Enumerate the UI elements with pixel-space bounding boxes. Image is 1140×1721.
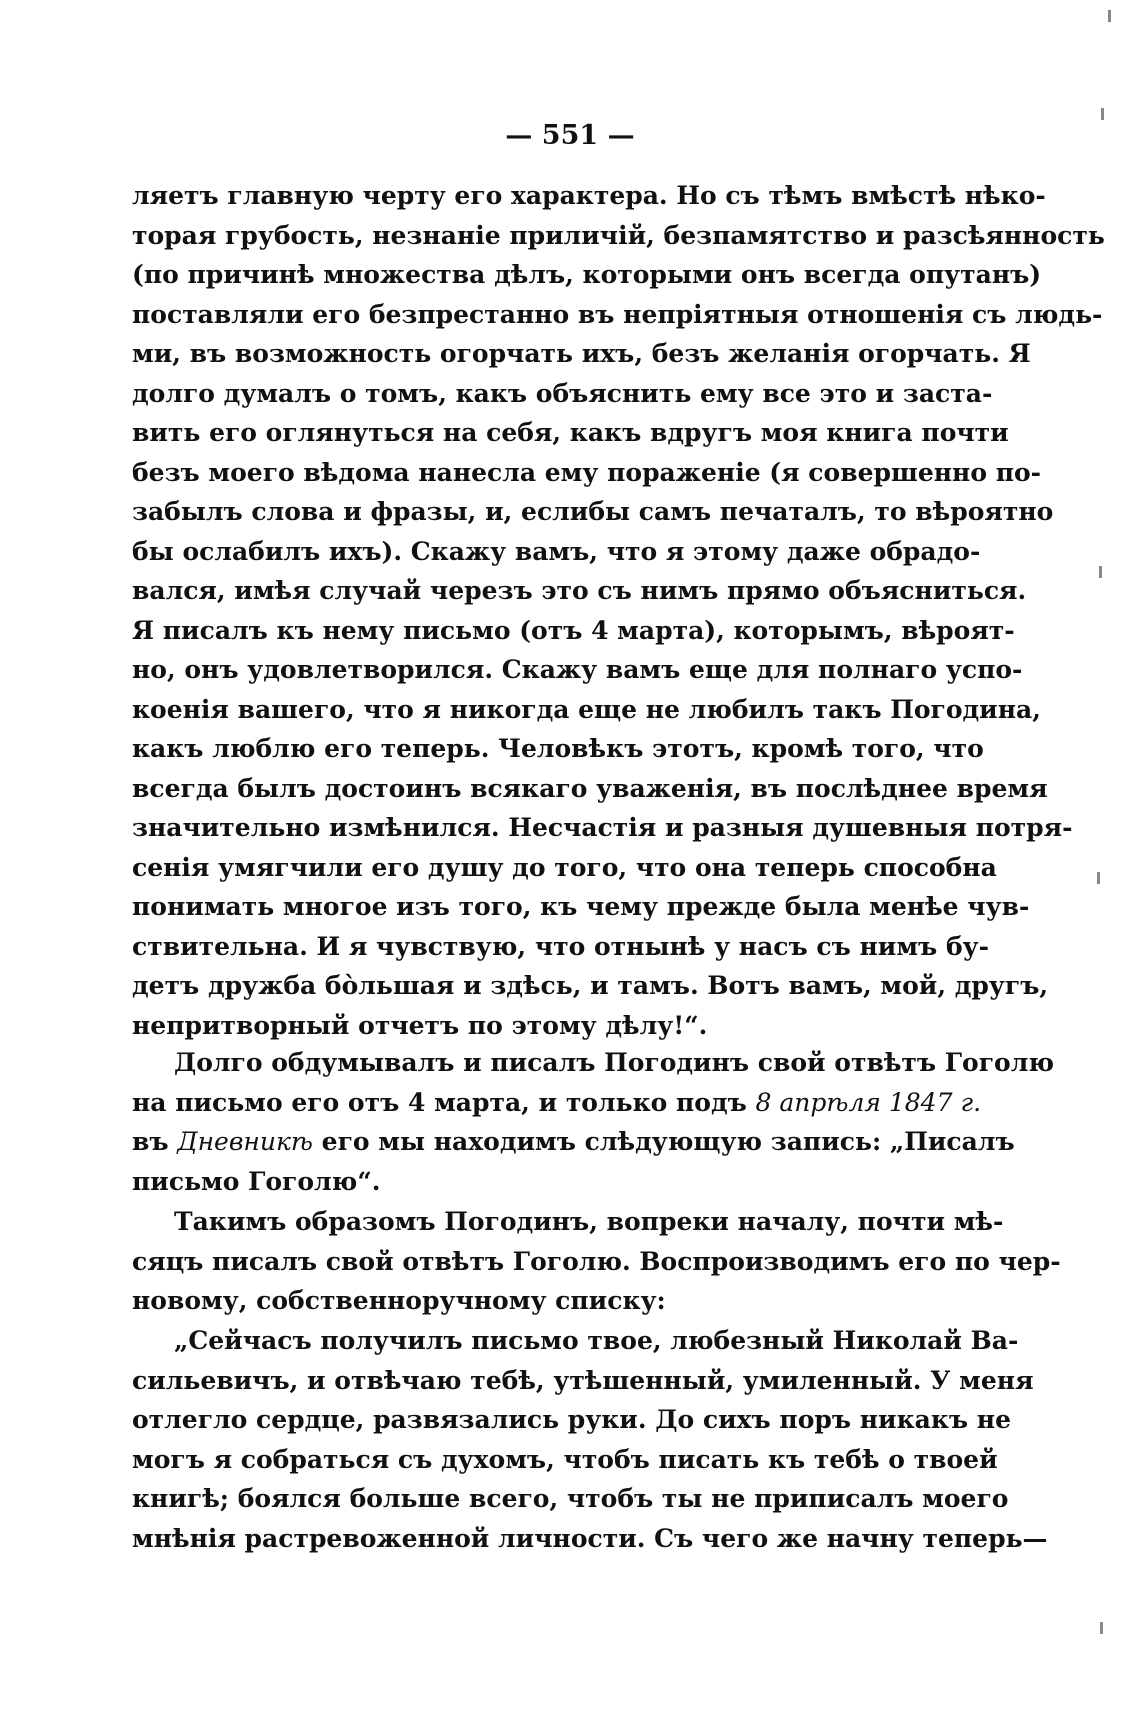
scan-speck bbox=[1099, 566, 1102, 578]
text-line: понимать многое изъ того, къ чему прежде была менѣе чув- bbox=[132, 892, 1030, 921]
text-line: ствительна. И я чувствую, что отнынѣ у насъ съ нимъ бу- bbox=[132, 931, 989, 961]
text-line: коенія вашего, что я никогда еще не любилъ такъ Погодина, bbox=[132, 694, 1041, 724]
text-line: отлегло сердце, развязались руки. До сихъ поръ никакъ не bbox=[132, 1405, 1011, 1434]
text-line: сильевичъ, и отвѣчаю тебѣ, утѣшенный, умиленный. У меня bbox=[132, 1365, 1034, 1395]
page-number: — 551 — bbox=[505, 120, 635, 151]
text-line: могъ я собраться съ духомъ, чтобъ писать къ тебѣ о твоей bbox=[132, 1444, 998, 1474]
paragraph-reply-intro bbox=[132, 1202, 1061, 1321]
text-line: сенія умягчили его душу до того, что она теперь способна bbox=[132, 852, 997, 882]
text-line: книгѣ; боялся больше всего, чтобъ ты не приписалъ моего bbox=[132, 1484, 1009, 1513]
diary-italic: Дневникѣ bbox=[177, 1127, 313, 1156]
text-line: Такимъ образомъ Погодинъ, вопреки началу, почти мѣ- bbox=[174, 1207, 1004, 1236]
scan-speck bbox=[1101, 108, 1104, 120]
text-line: какъ люблю его теперь. Человѣкъ этотъ, кромѣ того, что bbox=[132, 734, 984, 763]
text-segment: въ bbox=[132, 1127, 178, 1156]
text-line: поставляли его безпрестанно въ непріятныя отношенія съ людь- bbox=[132, 299, 1103, 329]
text-line: Долго обдумывалъ и писалъ Погодинъ свой отвѣтъ Гоголю bbox=[174, 1048, 1054, 1077]
text-line: Я писалъ къ нему письмо (отъ 4 марта), которымъ, вѣроят- bbox=[132, 615, 1015, 645]
paragraph-pogodin-diary bbox=[132, 1043, 1054, 1201]
text-line: всегда былъ достоинъ всякаго уваженія, въ послѣднее время bbox=[132, 773, 1048, 803]
scan-speck bbox=[1097, 872, 1100, 884]
text-segment: на письмо его отъ 4 марта, и только подъ bbox=[132, 1087, 756, 1117]
text-line: непритворный отчетъ по этому дѣлу!“. bbox=[132, 1010, 708, 1040]
text-line: ми, въ возможность огорчать ихъ, безъ желанія огорчать. Я bbox=[132, 339, 1031, 368]
text-line: значительно измѣнился. Несчастія и разныя душевныя потря- bbox=[132, 813, 1073, 842]
text-line bbox=[132, 1083, 982, 1123]
date-italic: 8 апрѣля 1847 г. bbox=[755, 1087, 982, 1117]
paragraph-letter-quote bbox=[132, 1321, 1048, 1558]
text-line: „Сейчасъ получилъ письмо твое, любезный Николай Ва- bbox=[174, 1326, 1019, 1355]
text-line: бы ослабилъ ихъ). Скажу вамъ, что я этому даже обрадо- bbox=[132, 536, 981, 566]
text-line: забылъ слова и фразы, и, еслибы самъ печаталъ, то вѣроятно bbox=[132, 497, 1054, 526]
text-line: долго думалъ о томъ, какъ объяснить ему все это и заста- bbox=[132, 378, 993, 408]
text-line: безъ моего вѣдома нанесла ему пораженіе (я совершенно по- bbox=[132, 457, 1042, 487]
text-segment: его мы находимъ слѣдующую запись: „Писалъ bbox=[312, 1127, 1015, 1156]
text-line: письмо Гоголю“. bbox=[132, 1166, 381, 1196]
text-line: торая грубость, незнаніе приличій, безпамятство и разсѣянность bbox=[132, 220, 1105, 250]
text-line: но, онъ удовлетворился. Скажу вамъ еще для полнаго успо- bbox=[132, 655, 1023, 684]
text-line: ляетъ главную черту его характера. Но съ тѣмъ вмѣстѣ нѣко- bbox=[132, 181, 1046, 210]
paragraph-continuation bbox=[132, 176, 1105, 1045]
text-line: вить его оглянуться на себя, какъ вдругъ моя книга почти bbox=[132, 418, 1009, 447]
text-line: (по причинѣ множества дѣлъ, которыми онъ всегда опутанъ) bbox=[132, 260, 1042, 289]
text-line: мнѣнія растревоженной личности. Съ чего же начну теперь— bbox=[132, 1523, 1048, 1553]
scan-speck bbox=[1108, 10, 1111, 22]
text-line: вался, имѣя случай черезъ это съ нимъ прямо объясниться. bbox=[132, 576, 1027, 605]
text-line bbox=[132, 1122, 1015, 1162]
text-line: новому, собственноручному списку: bbox=[132, 1286, 666, 1315]
text-line: детъ дружба бо̀льшая и здѣсь, и тамъ. Вотъ вамъ, мой, другъ, bbox=[132, 971, 1049, 1000]
scan-speck bbox=[1100, 1622, 1103, 1634]
text-line: сяцъ писалъ свой отвѣтъ Гоголю. Воспроизводимъ его по чер- bbox=[132, 1246, 1061, 1276]
